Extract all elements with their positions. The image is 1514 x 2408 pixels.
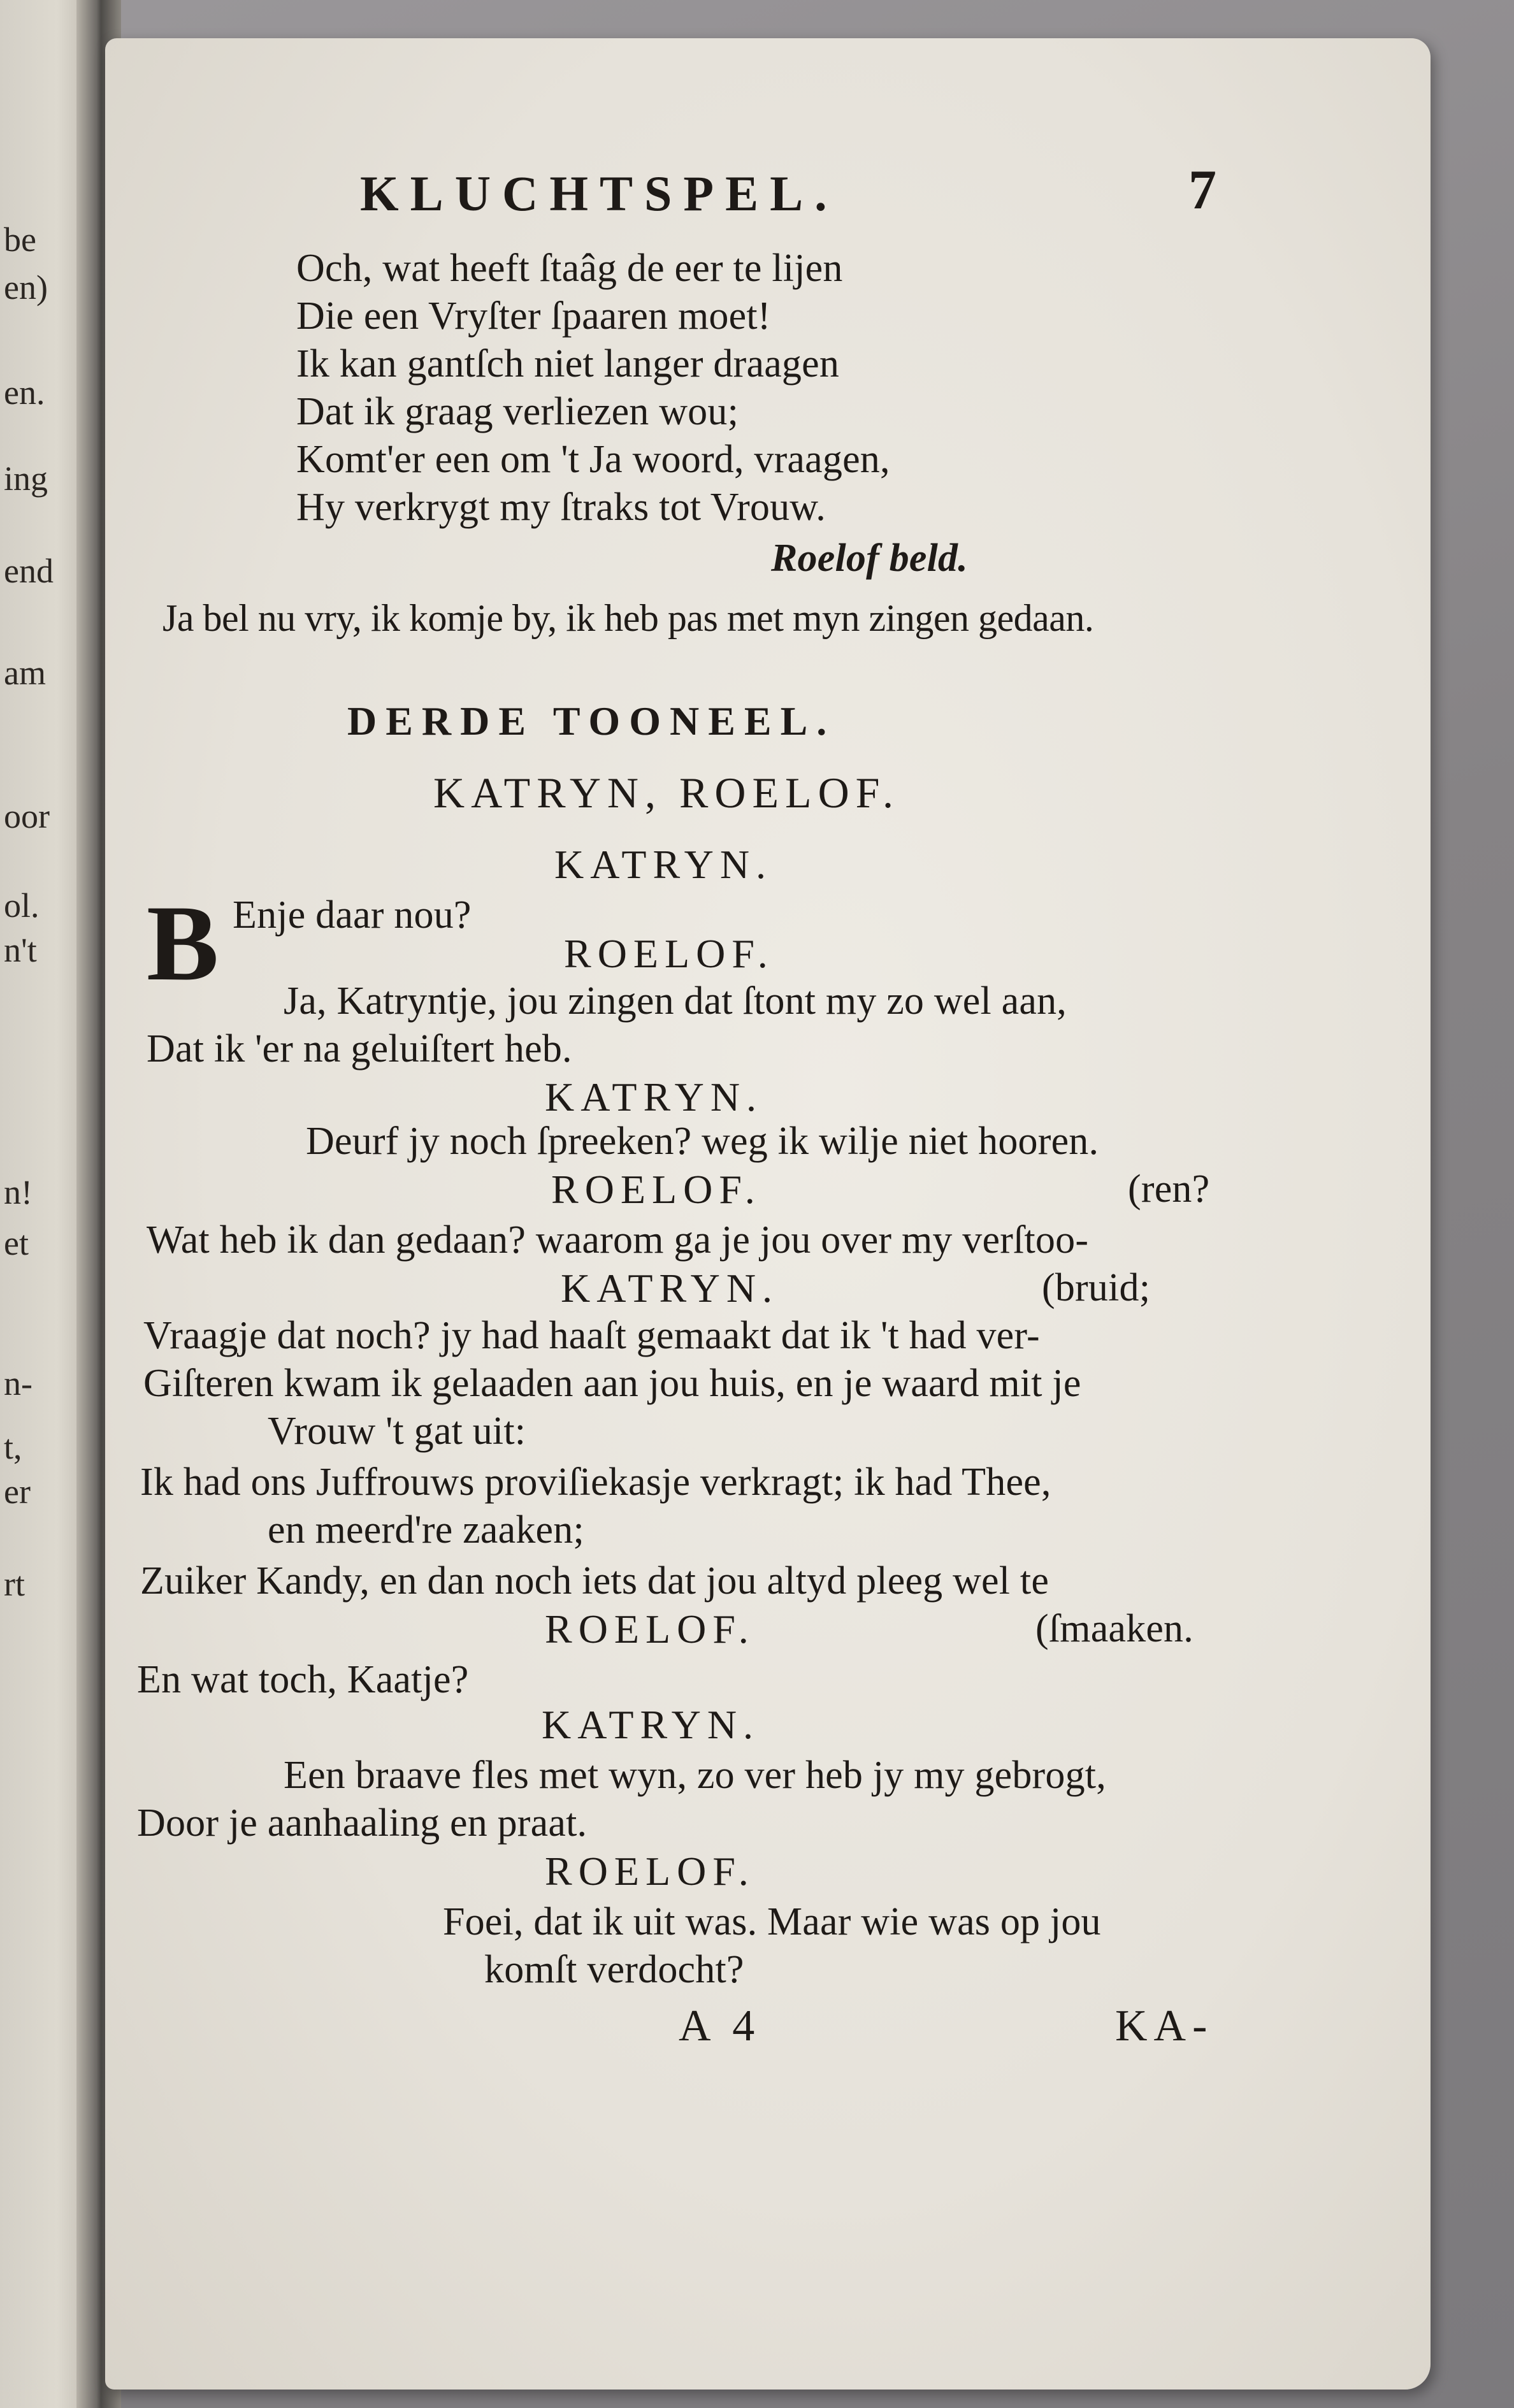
dialogue-line: Wat heb ik dan gedaan? waarom ga je jou over my verſtoo- [147, 1218, 1089, 1262]
left-fragment: et [4, 1224, 29, 1262]
left-fragment: ol. [4, 886, 40, 925]
song-line: Och, wat heeft ſtaâg de eer te lijen [296, 247, 843, 290]
dialogue-line: Vrouw 't gat uit: [268, 1409, 526, 1453]
left-fragment: be [4, 220, 36, 259]
song-line: Komt'er een om 't Ja woord, vraagen, [296, 438, 890, 481]
dialogue-line: Deurf jy noch ſpreeken? weg ik wilje niet hooren. [306, 1120, 1099, 1163]
text-line: Ja bel nu vry, ik komje by, ik heb pas met myn zingen gedaan. [162, 597, 1094, 639]
dialogue-line: Giſteren kwam ik gelaaden aan jou huis, en je waard mit je [143, 1362, 1081, 1405]
dialogue-line: En wat toch, Kaatje? [137, 1658, 469, 1701]
stage-direction: Roelof beld. [771, 537, 968, 580]
dialogue-line: en meerd're zaaken; [268, 1508, 584, 1552]
character-list: KATRYN, ROELOF. [433, 768, 900, 817]
dialogue-line: Zuiker Kandy, en dan noch iets dat jou altyd pleeg wel te [140, 1559, 1049, 1603]
turnover-line: (bruid; [1042, 1266, 1151, 1309]
dialogue-line: Ik had ons Juffrouws proviſiekasje verkragt; ik had Thee, [140, 1460, 1051, 1504]
speaker-name: ROELOF. [551, 1167, 761, 1212]
turnover-line: (ren? [1128, 1167, 1210, 1211]
speaker-name: KATRYN. [554, 842, 773, 887]
speaker-name: KATRYN. [561, 1265, 779, 1311]
dialogue-line: Enje daar nou? [233, 893, 472, 937]
running-head: KLUCHTSPEL. [360, 166, 839, 221]
dialogue-line: Ja, Katryntje, jou zingen dat ſtont my zo wel aan, [284, 979, 1067, 1023]
speaker-name: ROELOF. [545, 1606, 755, 1652]
left-fragment: n't [4, 931, 37, 969]
left-fragment: oor [4, 797, 50, 835]
turnover-line: (ſmaaken. [1035, 1607, 1193, 1650]
left-fragment: t, [4, 1428, 22, 1466]
song-line: Ik kan gantſch niet langer draagen [296, 342, 840, 386]
signature-mark: A 4 [679, 2001, 761, 2051]
dialogue-line: Foei, dat ik uit was. Maar wie was op jou [443, 1900, 1101, 1943]
dialogue-line: Dat ik 'er na geluiſtert heb. [147, 1027, 572, 1071]
left-fragment: en. [4, 373, 45, 412]
dialogue-line: Een braave fles met wyn, zo ver heb jy my gebrogt, [284, 1754, 1106, 1797]
song-line: Dat ik graag verliezen wou; [296, 390, 739, 433]
left-fragment: end [4, 552, 54, 590]
song-line: Die een Vryſter ſpaaren moet! [296, 294, 771, 338]
left-fragment: ing [4, 459, 48, 498]
left-fragment: rt [4, 1565, 25, 1603]
left-fragment: am [4, 654, 46, 692]
left-fragment: n- [4, 1364, 32, 1402]
dialogue-line: komſt verdocht? [484, 1948, 744, 1991]
drop-cap: B [147, 883, 219, 1003]
left-fragment: en) [4, 268, 48, 306]
speaker-name: KATRYN. [542, 1702, 760, 1747]
book-page [105, 38, 1431, 2390]
speaker-name: ROELOF. [564, 931, 774, 976]
dialogue-line: Door je aanhaaling en praat. [137, 1801, 588, 1845]
left-fragment: n! [4, 1173, 32, 1211]
page-number: 7 [1188, 159, 1217, 221]
left-fragment: er [4, 1473, 31, 1511]
dialogue-line: Vraagje dat noch? jy had haaſt gemaakt dat ik 't had ver- [143, 1314, 1040, 1357]
speaker-name: KATRYN. [545, 1074, 763, 1120]
scene-title: DERDE TOONEEL. [347, 698, 836, 744]
speaker-name: ROELOF. [545, 1849, 755, 1894]
catchword: KA- [1115, 2001, 1214, 2051]
song-line: Hy verkrygt my ſtraks tot Vrouw. [296, 486, 826, 529]
